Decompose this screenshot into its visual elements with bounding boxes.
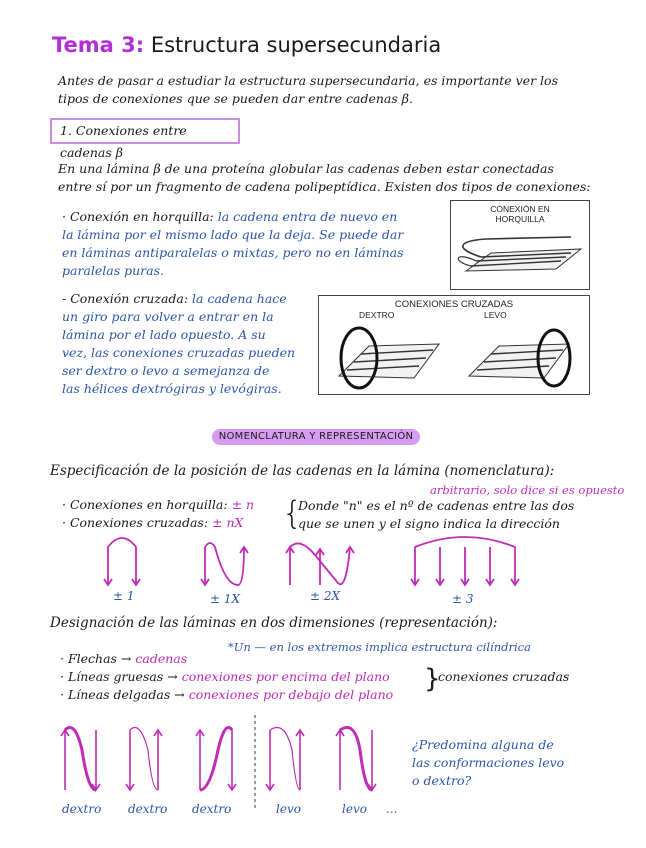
item-1-value: cadenas — [135, 651, 188, 666]
topology-label-2: ± 1X — [210, 592, 241, 606]
conexiones-cruzadas-label: conexiones cruzadas — [438, 669, 570, 684]
title-text: Estructura supersecundaria — [150, 33, 442, 57]
question-line-1: ¿Predomina alguna de — [412, 737, 554, 752]
question-line-2: las conformaciones levo — [412, 755, 565, 770]
title-tema: Tema 3: — [52, 33, 145, 57]
brace-line-2: que se unen y el signo indica la dirección — [298, 516, 560, 531]
topology-label-4: ± 3 — [452, 592, 474, 606]
cruzada-line-1: la cadena hace — [192, 291, 287, 306]
brace-line-1-tail: nº de cadenas entre las dos — [399, 498, 575, 513]
horquilla-conn-code: ± n — [231, 497, 255, 512]
section-1-paragraph — [58, 160, 638, 196]
horquilla-line-4: paralelas puras. — [62, 263, 164, 278]
cruzadas-conn-label: · Conexiones cruzadas: — [62, 515, 209, 530]
intro-line-2: tipos de conexiones que se pueden dar entre cadenas β. — [58, 91, 413, 106]
horquilla-text — [62, 208, 452, 280]
item-3-value: conexiones por debajo del plano — [188, 687, 394, 702]
question-line-3: o dextro? — [412, 773, 472, 788]
horquilla-figure-title-2: HORQUILLA — [495, 214, 545, 224]
cruzada-line-4: vez, las conexiones cruzadas pueden — [62, 345, 296, 360]
cruzada-text — [62, 290, 312, 398]
horquilla-label: · Conexión en horquilla: — [62, 209, 214, 224]
cruzada-label: - Conexión cruzada: — [62, 291, 189, 306]
topology-label-1: ± 1 — [113, 589, 135, 603]
page-title — [52, 33, 441, 57]
brace-text — [298, 497, 638, 533]
horquilla-line-2: la lámina por el mismo lado que la deja. Se puede dar — [62, 227, 404, 242]
nomenclatura-highlight: NOMENCLATURA Y REPRESENTACIÓN — [212, 429, 420, 445]
item-2-value: conexiones por encima del plano — [181, 669, 390, 684]
question — [412, 736, 564, 790]
cruzadas-conn-code: ± nX — [212, 515, 244, 530]
s1-line-2: entre sí por un fragmento de cadena polipeptídica. Existen dos tipos de conexiones: — [58, 179, 591, 194]
section-1-heading: 1. Conexiones entre cadenas β — [50, 118, 240, 144]
horquilla-line-1: la cadena entra de nuevo en — [217, 209, 398, 224]
horquilla-line-3: en láminas antiparalelas o mixtas, pero no en láminas — [62, 245, 404, 260]
shape-label-1: dextro — [62, 802, 102, 816]
item-1-label: · Flechas → — [60, 651, 132, 666]
cruzada-figure-dextro: DEXTRO — [359, 310, 395, 320]
designacion-list — [60, 650, 393, 704]
shape-label-5: levo — [342, 802, 367, 816]
s1-line-1: En una lámina β de una proteína globular las cadenas deben estar conectadas — [58, 161, 554, 176]
item-2-label: · Líneas gruesas → — [60, 669, 178, 684]
cruzada-figure — [318, 295, 590, 395]
crossover-illustration — [319, 296, 591, 396]
conexiones-list — [62, 496, 254, 532]
cruzada-figure-title: CONEXIONES CRUZADAS — [394, 299, 514, 310]
brace-2: } — [424, 664, 441, 694]
shape-label-4: levo — [276, 802, 301, 816]
topology-label-3: ± 2X — [310, 589, 341, 603]
horquilla-figure-title-1: CONEXIÓN EN — [490, 204, 550, 214]
item-3-label: · Líneas delgadas → — [60, 687, 185, 702]
cruzada-figure-levo: LEVO — [484, 310, 507, 320]
horquilla-conn-label: · Conexiones en horquilla: — [62, 497, 228, 512]
designacion-heading: Designación de las láminas en dos dimensiones (representación): — [50, 615, 498, 631]
brace-1: { — [282, 494, 303, 532]
intro-line-1: Antes de pasar a estudiar la estructura supersecundaria, es importante ver los — [58, 73, 558, 88]
shape-label-2: dextro — [128, 802, 168, 816]
spec-line: Especificación de la posición de las cadenas en la lámina (nomenclatura): — [50, 463, 555, 479]
cilindrica-note: *Un — en los extremos implica estructura cilíndrica — [228, 640, 531, 654]
cruzada-line-5: ser dextro o levo a semejanza de — [62, 363, 270, 378]
shape-label-3: dextro — [192, 802, 232, 816]
hairpin-illustration — [451, 201, 591, 291]
shape-label-6: ... — [386, 802, 398, 816]
cruzada-line-6: las hélices dextrógiras y levógiras. — [62, 381, 282, 396]
intro-paragraph — [58, 72, 618, 108]
arbitrario-note: arbitrario, solo dice si es opuesto — [430, 483, 625, 497]
cruzada-line-3: lámina por el lado opuesto. A su — [62, 327, 266, 342]
brace-line-1: Donde "n" es el — [298, 498, 396, 513]
cruzada-line-2: un giro para volver a entrar en la — [62, 309, 274, 324]
horquilla-figure — [450, 200, 590, 290]
